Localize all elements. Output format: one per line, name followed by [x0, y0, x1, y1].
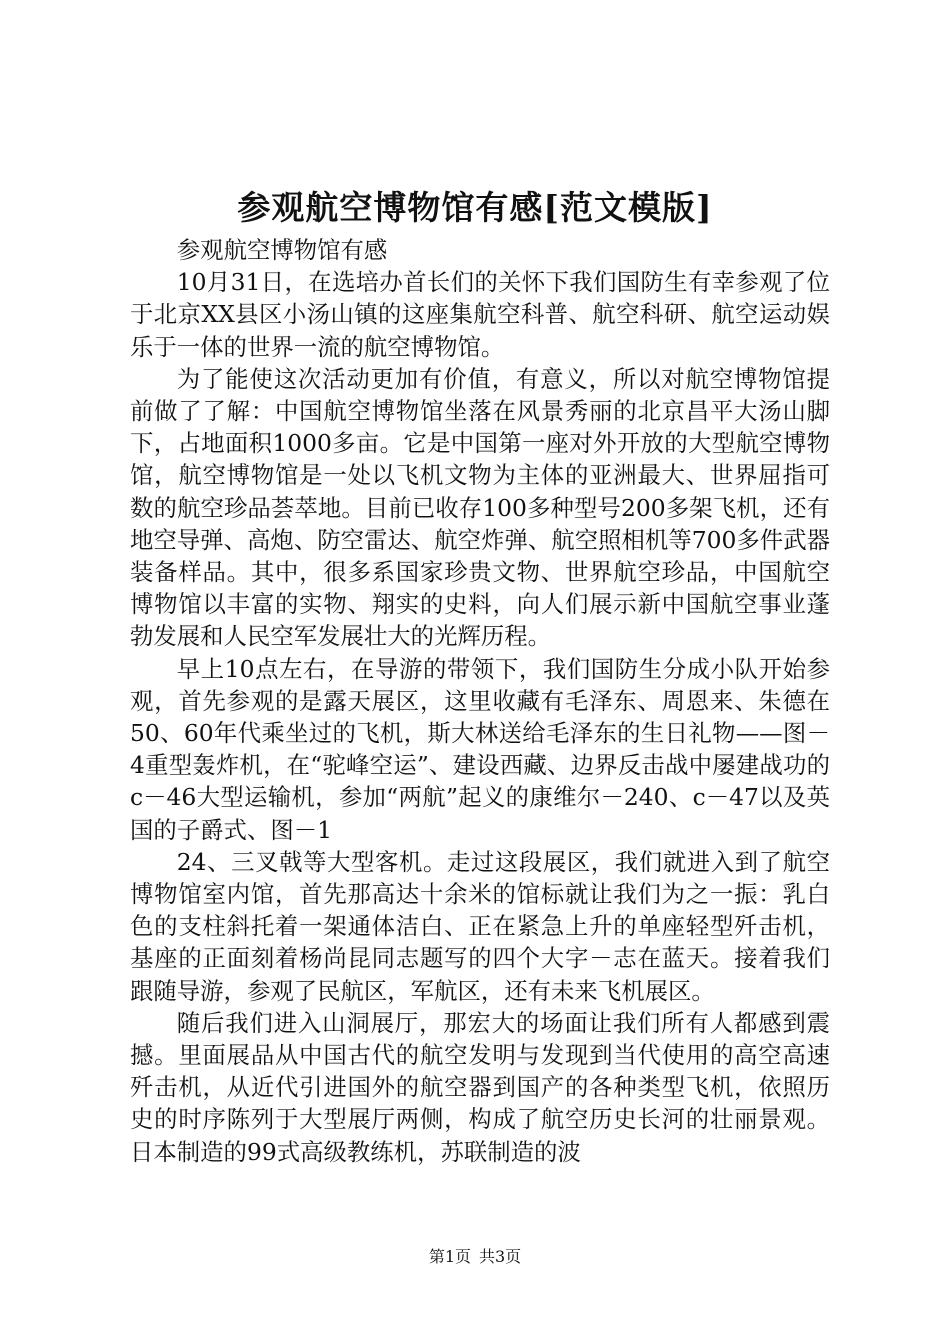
page-footer [0, 1246, 950, 1268]
paragraph-preparation: 为了能使这次活动更加有价值，有意义，所以对航空博物馆提前做了了解：中国航空博物馆坐落在风景秀丽的北京昌平大汤山脚下，占地面积1000多亩。它是中国第一座对外开放的大型航空博物馆，航空博物馆是一处以飞机文物为主体的亚洲最大、世界屈指可数的航空珍品荟萃地。目前已收存100多种型号200多架飞机，还有地空导弹、高炮、防空雷达、航空炸弹、航空照相机等700多件武器装备样品。其中，很多系国家珍贵文物、世界航空珍品，中国航空博物馆以丰富的实物、翔实的史料，向人们展示新中国航空事业蓬勃发展和人民空军发展壮大的光辉历程。 [130, 364, 830, 651]
document-body [130, 234, 830, 1168]
paragraph-intro: 10月31日，在选培办首长们的关怀下我们国防生有幸参观了位于北京XX县区小汤山镇的这座集航空科普、航空科研、航空运动娱乐于一体的世界一流的航空博物馆。 [130, 268, 830, 361]
document-title: 参观航空博物馆有感[范文模版] [237, 188, 713, 227]
paragraph-indoor-hall: 24、三叉戟等大型客机。走过这段展区，我们就进入到了航空博物馆室内馆，首先那高达十余米的馆标就让我们为之一振：乳白色的支柱斜托着一架通体洁白、正在紧急上升的单座轻型歼击机，基座的正面刻着杨尚昆同志题写的四个大字－志在蓝天。接着我们跟随导游，参观了民航区，军航区，还有未来飞机展区。 [130, 847, 830, 1005]
paragraph-cave-hall: 随后我们进入山洞展厅，那宏大的场面让我们所有人都感到震撼。里面展品从中国古代的航空发明与发现到当代使用的高空高速歼击机，从近代引进国外的航空器到国产的各种类型飞机，依照历史的时序陈列于大型展厅两侧，构成了航空历史长河的壮丽景观。日本制造的99式高级教练机，苏联制造的波 [130, 1008, 830, 1166]
paragraph-outdoor-exhibit: 早上10点左右，在导游的带领下，我们国防生分成小队开始参观，首先参观的是露天展区，这里收藏有毛泽东、周恩来、朱德在50、60年代乘坐过的飞机，斯大林送给毛泽东的生日礼物——图－4重型轰炸机，在“驼峰空运”、建设西藏、边界反击战中屡建战功的c－46大型运输机，参加“两航”起义的康维尔－240、c－47以及英国的子爵式、图－1 [130, 654, 830, 844]
paragraph-subtitle: 参观航空博物馆有感 [176, 236, 388, 264]
page-number: 第1页 [428, 1247, 471, 1266]
page-total: 共3页 [479, 1247, 522, 1266]
